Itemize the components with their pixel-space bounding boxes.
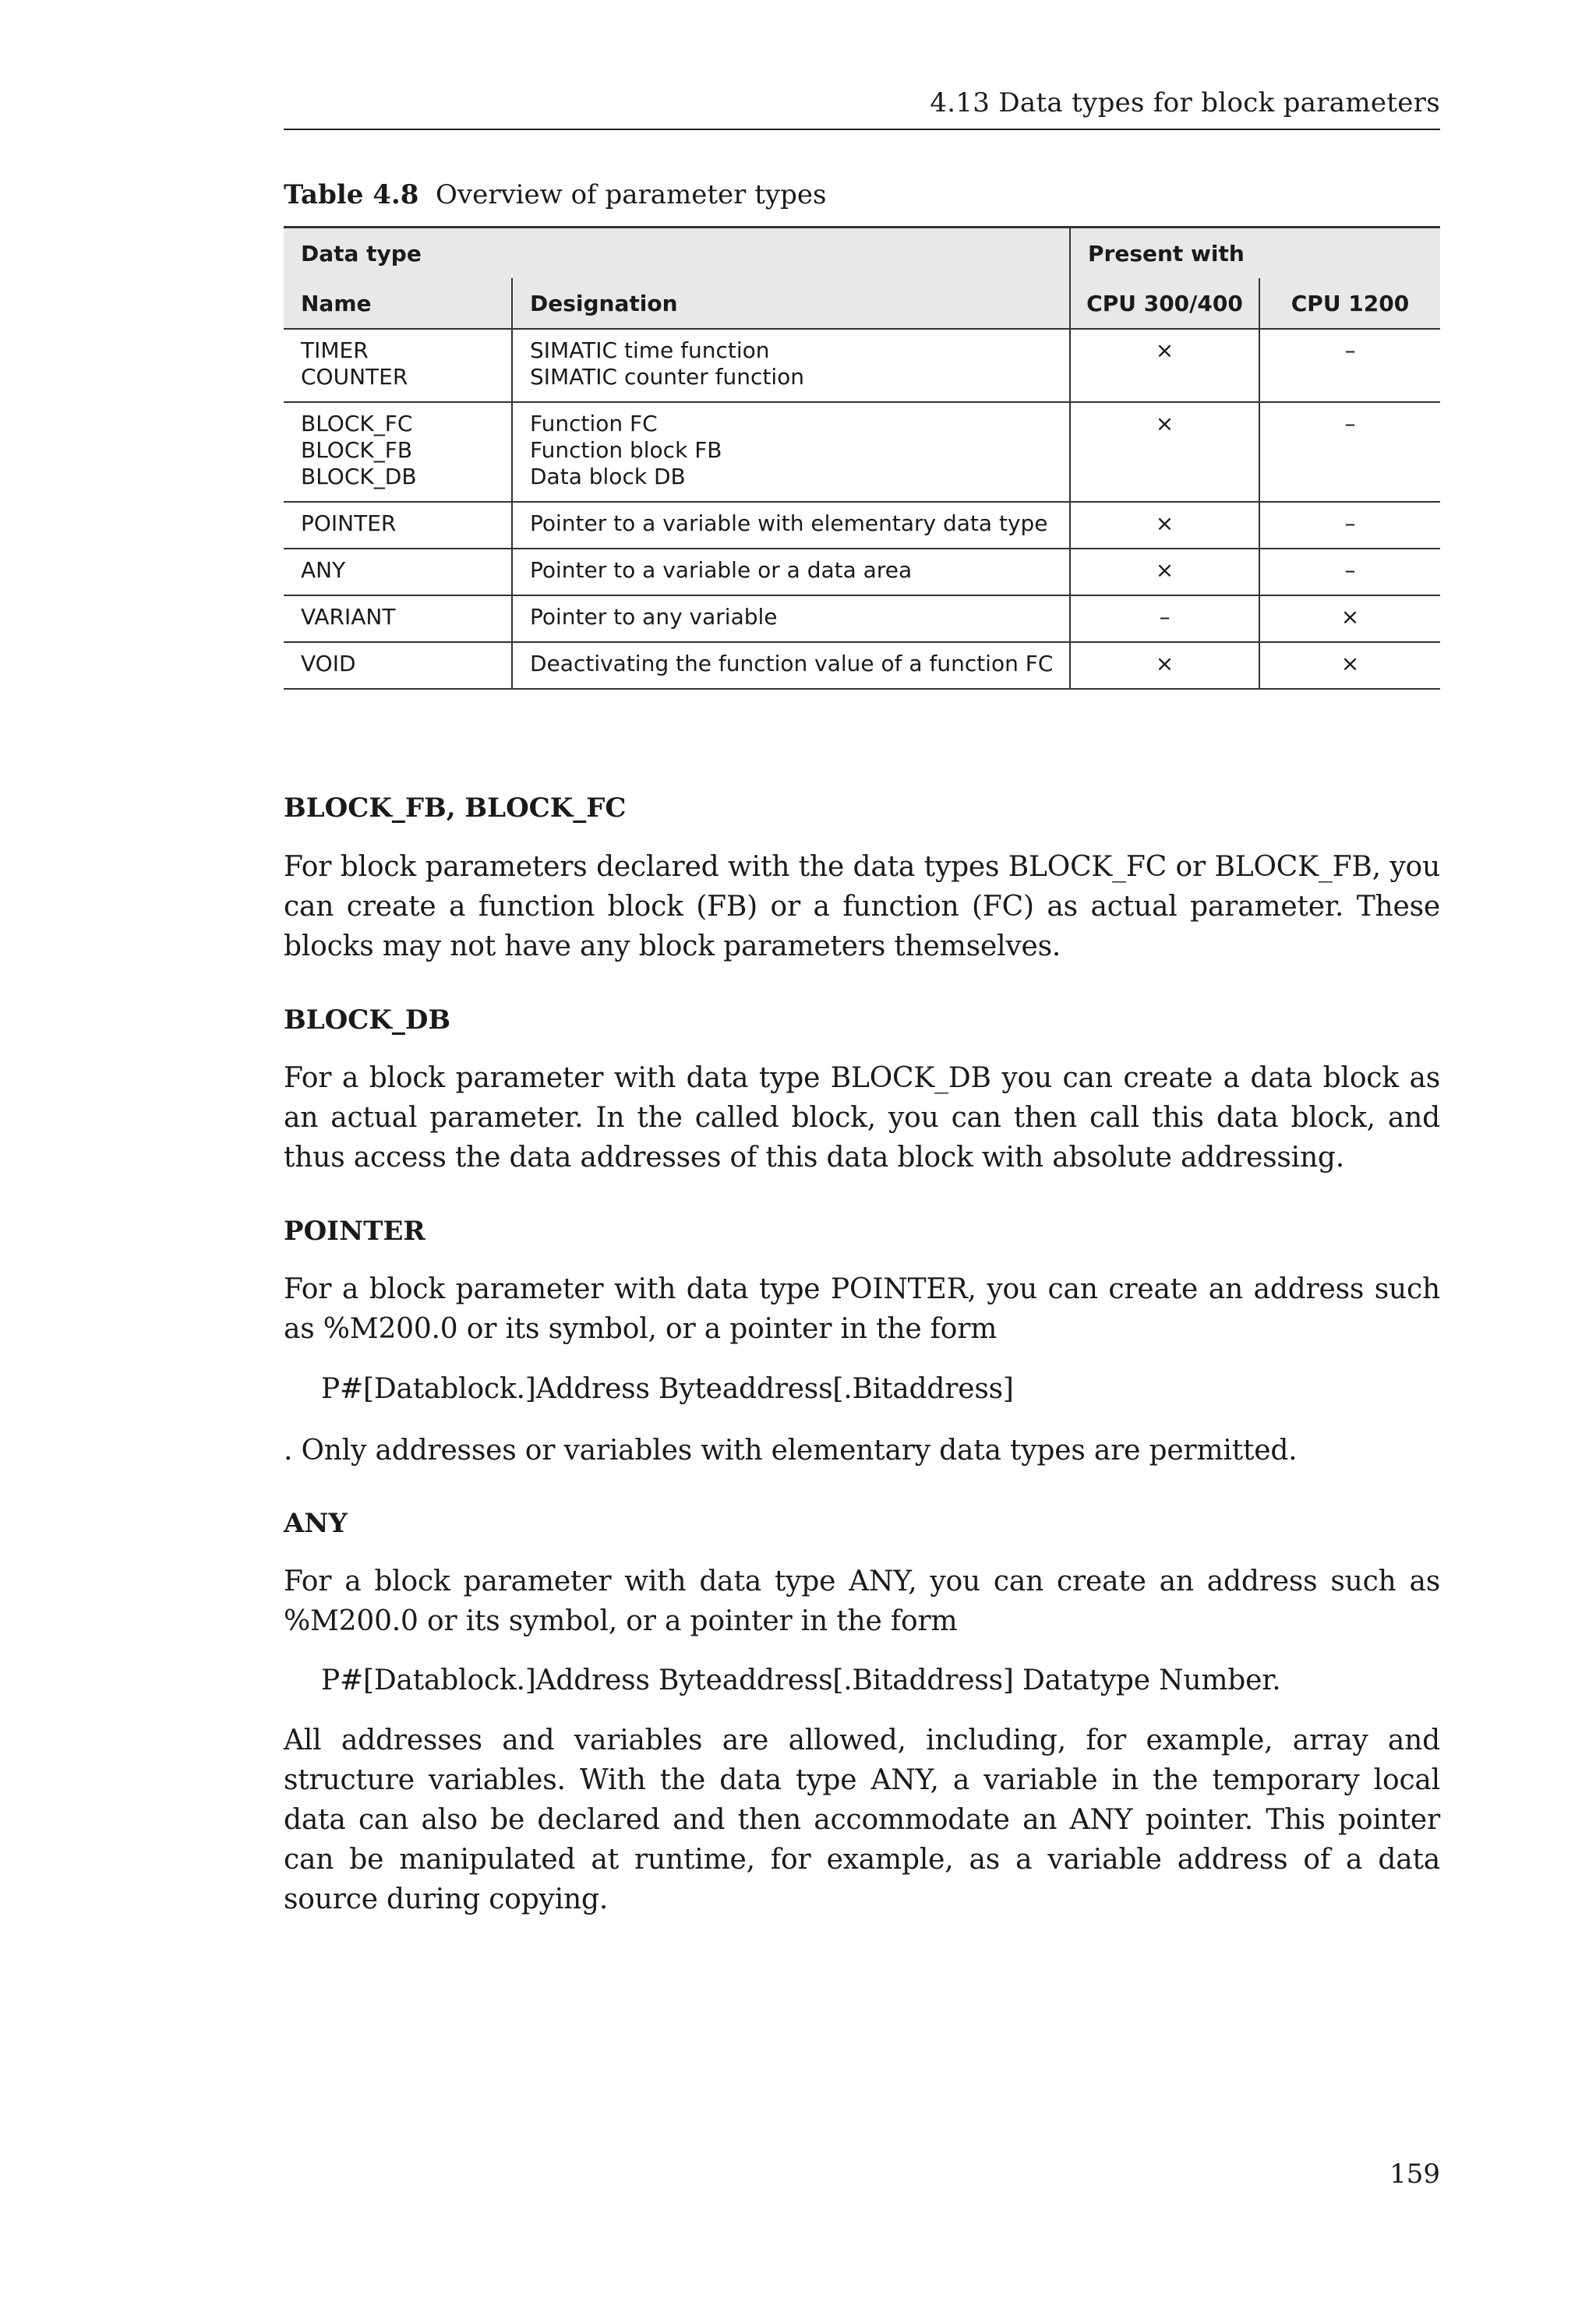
header-present-with: Present with xyxy=(1070,228,1440,279)
header-designation: Designation xyxy=(512,278,1070,329)
cpu-1200-cell: – xyxy=(1259,329,1440,402)
cpu-1200-cell: – xyxy=(1259,549,1440,595)
cpu-300-400-cell: × xyxy=(1070,329,1259,402)
cpu-300-400-cell: – xyxy=(1070,595,1259,642)
table-row xyxy=(284,502,1440,549)
cpu-300-400-cell: × xyxy=(1070,549,1259,595)
cpu-1200-cell: × xyxy=(1259,595,1440,642)
heading-pointer: POINTER xyxy=(284,1216,425,1247)
paragraph-any: For a block parameter with data type ANY, you can create an address such as %M200.0 or its symbol, or a pointer in the form xyxy=(284,1566,1440,1637)
name-cell: VOID xyxy=(284,642,512,689)
name-cell: VARIANT xyxy=(284,595,512,642)
designation-cell xyxy=(512,329,1070,402)
header-cpu-300-400: CPU 300/400 xyxy=(1070,278,1259,329)
table-row xyxy=(284,402,1440,502)
type-name: BLOCK_FC xyxy=(301,411,413,436)
page-number: 159 xyxy=(1389,2159,1440,2190)
type-name: COUNTER xyxy=(301,364,408,390)
designation: SIMATIC counter function xyxy=(530,364,804,390)
designation: Function FC xyxy=(530,411,658,436)
type-name: BLOCK_DB xyxy=(301,464,417,489)
cpu-300-400-cell: × xyxy=(1070,502,1259,549)
table-caption-number: Table 4.8 xyxy=(284,179,419,210)
table-header-row xyxy=(284,278,1440,329)
header-rule xyxy=(284,129,1440,130)
type-name: BLOCK_FB xyxy=(301,437,413,463)
table-header-group-row xyxy=(284,228,1440,279)
name-cell: POINTER xyxy=(284,502,512,549)
any-syntax: P#[Datablock.]Address Byteaddress[.Bitaddress] Datatype Number. xyxy=(321,1664,1281,1696)
table-row xyxy=(284,329,1440,402)
cpu-1200-cell: × xyxy=(1259,642,1440,689)
table-caption xyxy=(284,179,826,210)
cpu-1200-cell: – xyxy=(1259,402,1440,502)
name-cell: ANY xyxy=(284,549,512,595)
designation: SIMATIC time function xyxy=(530,337,770,363)
type-name: TIMER xyxy=(301,337,369,363)
book-page xyxy=(284,0,1440,2298)
cpu-300-400-cell: × xyxy=(1070,642,1259,689)
pointer-syntax: P#[Datablock.]Address Byteaddress[.Bitaddress] xyxy=(321,1373,1014,1405)
paragraph-pointer: For a block parameter with data type POINTER, you can create an address such as %M200.0 or its symbol, or a pointer in the form xyxy=(284,1273,1440,1345)
cpu-300-400-cell: × xyxy=(1070,402,1259,502)
designation-cell xyxy=(512,402,1070,502)
heading-any: ANY xyxy=(284,1508,348,1539)
table-caption-text: Overview of parameter types xyxy=(436,179,827,210)
table-row xyxy=(284,549,1440,595)
designation: Function block FB xyxy=(530,437,722,463)
name-cell xyxy=(284,402,512,502)
header-data-type: Data type xyxy=(284,228,1070,279)
designation: Data block DB xyxy=(530,464,686,489)
name-cell xyxy=(284,329,512,402)
designation-cell: Pointer to a variable with elementary data type xyxy=(512,502,1070,549)
table-row xyxy=(284,595,1440,642)
header-cpu-1200: CPU 1200 xyxy=(1259,278,1440,329)
designation-cell: Pointer to a variable or a data area xyxy=(512,549,1070,595)
running-head: 4.13 Data types for block parameters xyxy=(930,87,1440,118)
paragraph-any-after: All addresses and variables are allowed, including, for example, array and structure variables. With the data type ANY, a variable in the temporary local data can also be declared and then accommodate an ANY pointer. This pointer can be manipulated at runtime, for example, as a variable address of a data source during copying. xyxy=(284,1724,1440,1915)
designation-cell: Deactivating the function value of a function FC xyxy=(512,642,1070,689)
paragraph-block-fb-fc: For block parameters declared with the data types BLOCK_FC or BLOCK_FB, you can create a function block (FB) or a function (FC) as actual parameter. These blocks may not have any block parameters themselves. xyxy=(284,851,1440,962)
heading-block-fb-fc: BLOCK_FB, BLOCK_FC xyxy=(284,792,627,824)
heading-block-db: BLOCK_DB xyxy=(284,1004,451,1036)
table-row xyxy=(284,642,1440,689)
header-name: Name xyxy=(284,278,512,329)
cpu-1200-cell: – xyxy=(1259,502,1440,549)
paragraph-pointer-after: . Only addresses or variables with elementary data types are permitted. xyxy=(284,1435,1298,1467)
paragraph-block-db: For a block parameter with data type BLOCK_DB you can create a data block as an actual parameter. In the called block, you can then call this data block, and thus access the data addresses of this data block with absolute addressing. xyxy=(284,1062,1440,1174)
parameter-types-table xyxy=(284,226,1440,690)
designation-cell: Pointer to any variable xyxy=(512,595,1070,642)
